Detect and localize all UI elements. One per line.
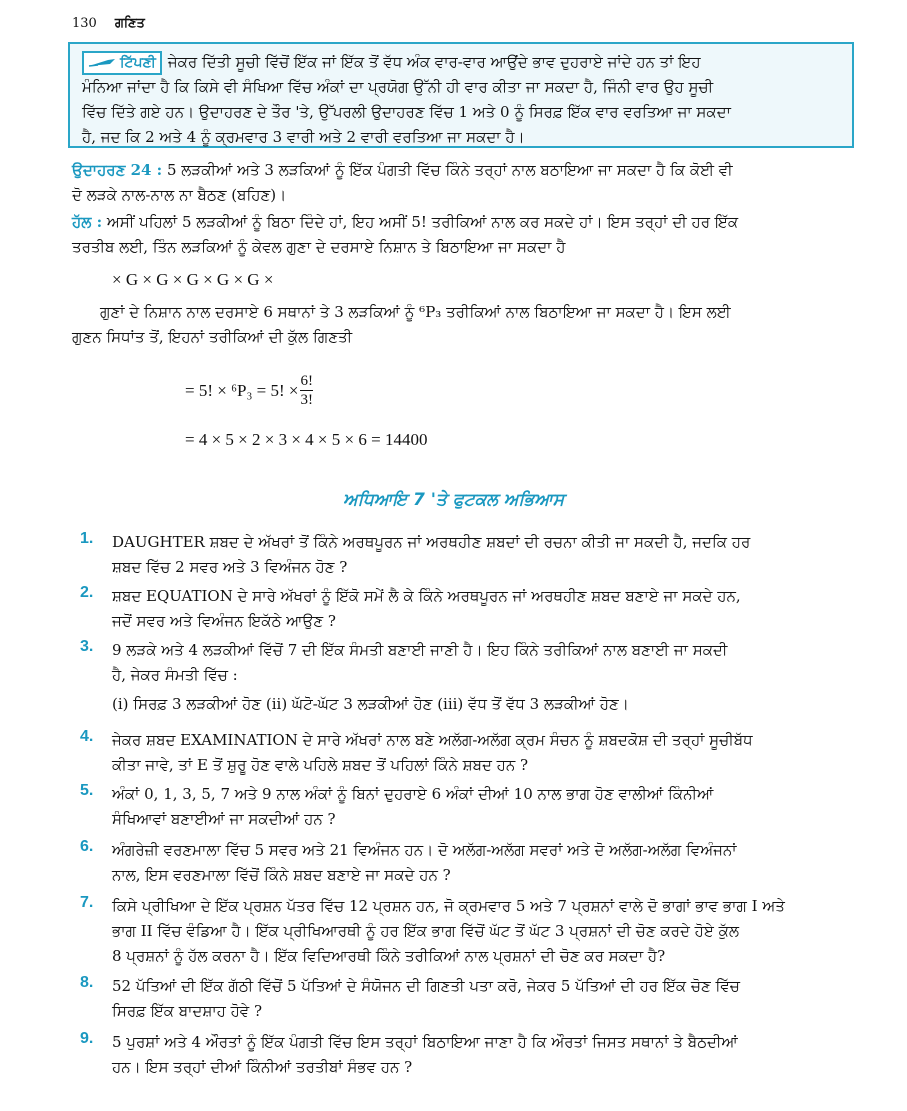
exercise-title: ਅਧਿਆਇ 7 'ਤੇ ਫੁਟਕਲ ਅਭਿਆਸ (342, 490, 565, 510)
solution-text: ਗੁਣਾਂ ਦੇ ਨਿਸ਼ਾਨ ਨਾਲ ਦਰਸਾਏ 6 ਸਥਾਨਾਂ ਤੇ 3 ਲੜਕਿਆਂ ਨੂੰ ⁶P₃ ਤਰੀਕਿਆਂ ਨਾਲ ਬਿਠਾਇਆ ਜਾ ਸਕਦਾ ਹੈ। ਇਸ ਲਈ (100, 303, 731, 321)
note-text-line: ਜੇਕਰ ਦਿੱਤੀ ਸੂਚੀ ਵਿੱਚੋਂ ਇੱਕ ਜਾਂ ਇੱਕ ਤੋਂ ਵੱਧ ਅੰਕ ਵਾਰ-ਵਾਰ ਆਉਂਦੇ ਭਾਵ ਦੁਹਰਾਏ ਜਾਂਦੇ ਹਨ ਤਾਂ ਇਹ (167, 53, 701, 71)
page-header (72, 16, 145, 31)
exercise-body (112, 1030, 738, 1080)
pen-icon (88, 57, 116, 69)
solution-text: ਗੁਣਨ ਸਿਧਾਂਤ ਤੋਂ, ਇਹਨਾਂ ਤਰੀਕਿਆਂ ਦੀ ਕੁੱਲ ਗਿਣਤੀ (72, 328, 353, 346)
exercise-body (112, 782, 713, 832)
solution-text: ਤਰਤੀਬ ਲਈ, ਤਿੰਨ ਲੜਕਿਆਂ ਨੂੰ ਕੇਵਲ ਗੁਣਾ ਦੇ ਦਰਸਾਏ ਨਿਸ਼ਾਨ ਤੇ ਬਿਠਾਇਆ ਜਾ ਸਕਦਾ ਹੈ (72, 238, 566, 256)
solution-label: ਹੱਲ : (72, 213, 103, 231)
exercise-line: 9 ਲੜਕੇ ਅਤੇ 4 ਲੜਕੀਆਂ ਵਿੱਚੋਂ 7 ਦੀ ਇੱਕ ਸੰਮਤੀ ਬਣਾਈ ਜਾਣੀ ਹੈ। ਇਹ ਕਿੰਨੇ ਤਰੀਕਿਆਂ ਨਾਲ ਬਣਾਈ ਜਾ ਸਕਦੀ (112, 641, 728, 659)
exercise-body (112, 530, 750, 580)
exercise-line: ਭਾਗ II ਵਿੱਚ ਵੰਡਿਆ ਹੈ। ਇੱਕ ਪ੍ਰੀਖਿਆਰਥੀ ਨੂੰ ਹਰ ਇੱਕ ਭਾਗ ਵਿੱਚੋਂ ਘੱਟ ਤੋਂ ਘੱਟ 3 ਪ੍ਰਸ਼ਨਾਂ ਦੀ ਚੋਣ ਕਰਦੇ ਹੋਏ ਕੁੱਲ (112, 922, 739, 940)
exercise-body (112, 638, 727, 717)
fraction (300, 372, 313, 409)
exercise-line: ਸੰਖਿਆਵਾਂ ਬਣਾਈਆਂ ਜਾ ਸਕਦੀਆਂ ਹਨ ? (112, 810, 336, 828)
page-number: 130 (72, 16, 97, 31)
note-text-line: ਵਿੱਚ ਦਿੱਤੇ ਗਏ ਹਨ। ਉਦਾਹਰਣ ਦੇ ਤੌਰ 'ਤੇ, ਉੱਪਰਲੀ ਉਦਾਹਰਣ ਵਿੱਚ 1 ਅਤੇ 0 ਨੂੰ ਸਿਰਫ਼ ਇੱਕ ਵਾਰ ਵਰਤਿਆ ਜਾ ਸਕਦਾ (82, 103, 731, 121)
exercise-body (112, 894, 785, 969)
exercise-body (112, 974, 740, 1024)
exercise-number: 4. (80, 728, 94, 745)
exercise-line: DAUGHTER ਸ਼ਬਦ ਦੇ ਅੱਖਰਾਂ ਤੋਂ ਕਿੰਨੇ ਅਰਥਪੂਰਨ ਜਾਂ ਅਰਥਹੀਣ ਸ਼ਬਦਾਂ ਦੀ ਰਚਨਾ ਕੀਤੀ ਜਾ ਸਕਦੀ ਹੈ, ਜਦਕਿ ਹਰ (112, 533, 751, 551)
note-line-1 (82, 50, 842, 75)
note-label: ਟਿੱਪਣੀ (120, 54, 156, 71)
exercise-line: 8 ਪ੍ਰਸ਼ਨਾਂ ਨੂੰ ਹੱਲ ਕਰਨਾ ਹੈ। ਇੱਕ ਵਿਦਿਆਰਥੀ ਕਿੰਨੇ ਤਰੀਕਿਆਂ ਨਾਲ ਪ੍ਰਸ਼ਨਾਂ ਦੀ ਚੋਣ ਕਰ ਸਕਦਾ ਹੈ? (112, 947, 666, 965)
note-tag (82, 51, 162, 75)
exercise-line: ਹੈ, ਜੇਕਰ ਸੰਮਤੀ ਵਿੱਚ : (112, 666, 238, 684)
example-line (72, 158, 862, 183)
example-label: ਉਦਾਹਰਣ 24 : (72, 161, 163, 179)
exercise-number: 9. (80, 1030, 94, 1047)
exercise-subparts: (i) ਸਿਰਫ਼ 3 ਲੜਕੀਆਂ ਹੋਣ (ii) ਘੱਟੋ-ਘੱਟ 3 ਲੜਕੀਆਂ ਹੋਣ (iii) ਵੱਧ ਤੋਂ ਵੱਧ 3 ਲੜਕੀਆਂ ਹੋਣ। (112, 695, 629, 713)
formula-1-left: = 5! × ⁶P₃ = 5! × (185, 380, 299, 400)
exercise-number: 7. (80, 894, 94, 911)
chapter-title: ਗਣਿਤ (114, 16, 145, 31)
seating-pattern: × G × G × G × G × G × (112, 270, 274, 289)
exercise-body (112, 728, 753, 778)
example-24 (72, 158, 862, 208)
exercise-number: 3. (80, 638, 94, 655)
solution (72, 210, 862, 260)
exercise-line: ਅੰਕਾਂ 0, 1, 3, 5, 7 ਅਤੇ 9 ਨਾਲ ਅੰਕਾਂ ਨੂੰ ਬਿਨਾਂ ਦੁਹਰਾਏ 6 ਅੰਕਾਂ ਦੀਆਂ 10 ਨਾਲ ਭਾਗ ਹੋਣ ਵਾਲੀਆਂ ਕਿੰਨੀਆਂ (112, 785, 714, 803)
exercise-body (112, 838, 737, 888)
exercise-line: ਸ਼ਬਦ ਵਿੱਚ 2 ਸਵਰ ਅਤੇ 3 ਵਿਅੰਜਨ ਹੋਣ ? (112, 558, 348, 576)
note-text-line: ਹੈ, ਜਦ ਕਿ 2 ਅਤੇ 4 ਨੂੰ ਕ੍ਰਮਵਾਰ 3 ਵਾਰੀ ਅਤੇ 2 ਵਾਰੀ ਵਰਤਿਆ ਜਾ ਸਕਦਾ ਹੈ। (82, 128, 525, 146)
exercise-number: 6. (80, 838, 94, 855)
exercise-number: 5. (80, 782, 94, 799)
example-text: 5 ਲੜਕੀਆਂ ਅਤੇ 3 ਲੜਕਿਆਂ ਨੂੰ ਇੱਕ ਪੰਗਤੀ ਵਿੱਚ ਕਿੰਨੇ ਤਰ੍ਹਾਂ ਨਾਲ ਬਠਾਇਆ ਜਾ ਸਕਦਾ ਹੈ ਕਿ ਕੋਈ ਵੀ (166, 161, 733, 179)
note-box (68, 42, 854, 148)
exercise-line: ਸ਼ਬਦ EQUATION ਦੇ ਸਾਰੇ ਅੱਖਰਾਂ ਨੂੰ ਇੱਕੋ ਸਮੇਂ ਲੈ ਕੇ ਕਿੰਨੇ ਅਰਥਪੂਰਨ ਜਾਂ ਅਰਥਹੀਣ ਸ਼ਬਦ ਬਣਾਏ ਜਾ ਸਕਦੇ ਹਨ, (112, 587, 741, 605)
solution-continued (72, 300, 862, 350)
exercise-line: 52 ਪੱਤਿਆਂ ਦੀ ਇੱਕ ਗੱਠੀ ਵਿੱਚੋਂ 5 ਪੱਤਿਆਂ ਦੇ ਸੰਯੋਜਨ ਦੀ ਗਿਣਤੀ ਪਤਾ ਕਰੋ, ਜੇਕਰ 5 ਪੱਤਿਆਂ ਦੀ ਹਰ ਇੱਕ ਚੋਣ ਵਿੱਚ (112, 977, 740, 995)
fraction-numerator: 6! (300, 373, 313, 389)
exercise-line: 5 ਪੁਰਸ਼ਾਂ ਅਤੇ 4 ਔਰਤਾਂ ਨੂੰ ਇੱਕ ਪੰਗਤੀ ਵਿੱਚ ਇਸ ਤਰ੍ਹਾਂ ਬਿਠਾਇਆ ਜਾਣਾ ਹੈ ਕਿ ਔਰਤਾਂ ਜਿਸਤ ਸਥਾਨਾਂ ਤੇ ਬੈਠਦੀਆਂ (112, 1033, 738, 1051)
solution-text: ਅਸੀਂ ਪਹਿਲਾਂ 5 ਲੜਕੀਆਂ ਨੂੰ ਬਿਠਾ ਦਿੰਦੇ ਹਾਂ, ਇਹ ਅਸੀਂ 5! ਤਰੀਕਿਆਂ ਨਾਲ ਕਰ ਸਕਦੇ ਹਾਂ। ਇਸ ਤਰ੍ਹਾਂ ਦੀ ਹਰ ਇੱਕ (106, 213, 739, 231)
exercise-body (112, 584, 741, 634)
fraction-denominator: 3! (300, 392, 313, 408)
exercise-number: 8. (80, 974, 94, 991)
exercise-line: ਕਿਸੇ ਪ੍ਰੀਖਿਆ ਦੇ ਇੱਕ ਪ੍ਰਸ਼ਨ ਪੱਤਰ ਵਿੱਚ 12 ਪ੍ਰਸ਼ਨ ਹਨ, ਜੋ ਕ੍ਰਮਵਾਰ 5 ਅਤੇ 7 ਪ੍ਰਸ਼ਨਾਂ ਵਾਲੇ ਦੋ ਭਾਗਾਂ ਭਾਵ ਭਾਗ I ਅਤੇ (112, 897, 785, 915)
exercise-line: ਸਿਰਫ਼ ਇੱਕ ਬਾਦਸ਼ਾਹ ਹੋਵੇ ? (112, 1002, 263, 1020)
exercise-line: ਹਨ। ਇਸ ਤਰ੍ਹਾਂ ਦੀਆਂ ਕਿੰਨੀਆਂ ਤਰਤੀਬਾਂ ਸੰਭਵ ਹਨ ? (112, 1058, 413, 1076)
exercise-line: ਜਦੋਂ ਸਵਰ ਅਤੇ ਵਿਅੰਜਨ ਇਕੱਠੇ ਆਉਣ ? (112, 612, 336, 630)
formula-1 (185, 372, 313, 409)
formula-2: = 4 × 5 × 2 × 3 × 4 × 5 × 6 = 14400 (185, 430, 428, 449)
example-text: ਦੋ ਲੜਕੇ ਨਾਲ-ਨਾਲ ਨਾ ਬੈਠਣ (ਬਹਿਣ)। (72, 186, 287, 204)
solution-line (72, 210, 862, 235)
exercise-number: 1. (80, 530, 94, 547)
exercise-number: 2. (80, 584, 94, 601)
exercise-line: ਕੀਤਾ ਜਾਵੇ, ਤਾਂ E ਤੋਂ ਸ਼ੁਰੂ ਹੋਣ ਵਾਲੇ ਪਹਿਲੇ ਸ਼ਬਦ ਤੋਂ ਪਹਿਲਾਂ ਕਿੰਨੇ ਸ਼ਬਦ ਹਨ ? (112, 756, 529, 774)
exercise-line: ਨਾਲ, ਇਸ ਵਰਣਮਾਲਾ ਵਿੱਚੋਂ ਕਿੰਨੇ ਸ਼ਬਦ ਬਣਾਏ ਜਾ ਸਕਦੇ ਹਨ ? (112, 866, 451, 884)
exercise-line: ਅੰਗਰੇਜ਼ੀ ਵਰਣਮਾਲਾ ਵਿੱਚ 5 ਸਵਰ ਅਤੇ 21 ਵਿਅੰਜਨ ਹਨ। ਦੋ ਅਲੱਗ-ਅਲੱਗ ਸਵਰਾਂ ਅਤੇ ਦੋ ਅਲੱਗ-ਅਲੱਗ ਵਿਅੰਜਨਾਂ (112, 841, 737, 859)
note-text-line: ਮੰਨਿਆ ਜਾਂਦਾ ਹੈ ਕਿ ਕਿਸੇ ਵੀ ਸੰਖਿਆ ਵਿੱਚ ਅੰਕਾਂ ਦਾ ਪ੍ਰਯੋਗ ਉੱਨੀ ਹੀ ਵਾਰ ਕੀਤਾ ਜਾ ਸਕਦਾ ਹੈ, ਜਿੰਨੀ ਵਾਰ ਉਹ ਸੂਚੀ (82, 78, 714, 96)
exercise-line: ਜੇਕਰ ਸ਼ਬਦ EXAMINATION ਦੇ ਸਾਰੇ ਅੱਖਰਾਂ ਨਾਲ ਬਣੇ ਅਲੱਗ-ਅਲੱਗ ਕ੍ਰਮ ਸੰਚਨ ਨੂੰ ਸ਼ਬਦਕੋਸ਼ ਦੀ ਤਰ੍ਹਾਂ ਸੂਚੀਬੱਧ (112, 731, 753, 749)
